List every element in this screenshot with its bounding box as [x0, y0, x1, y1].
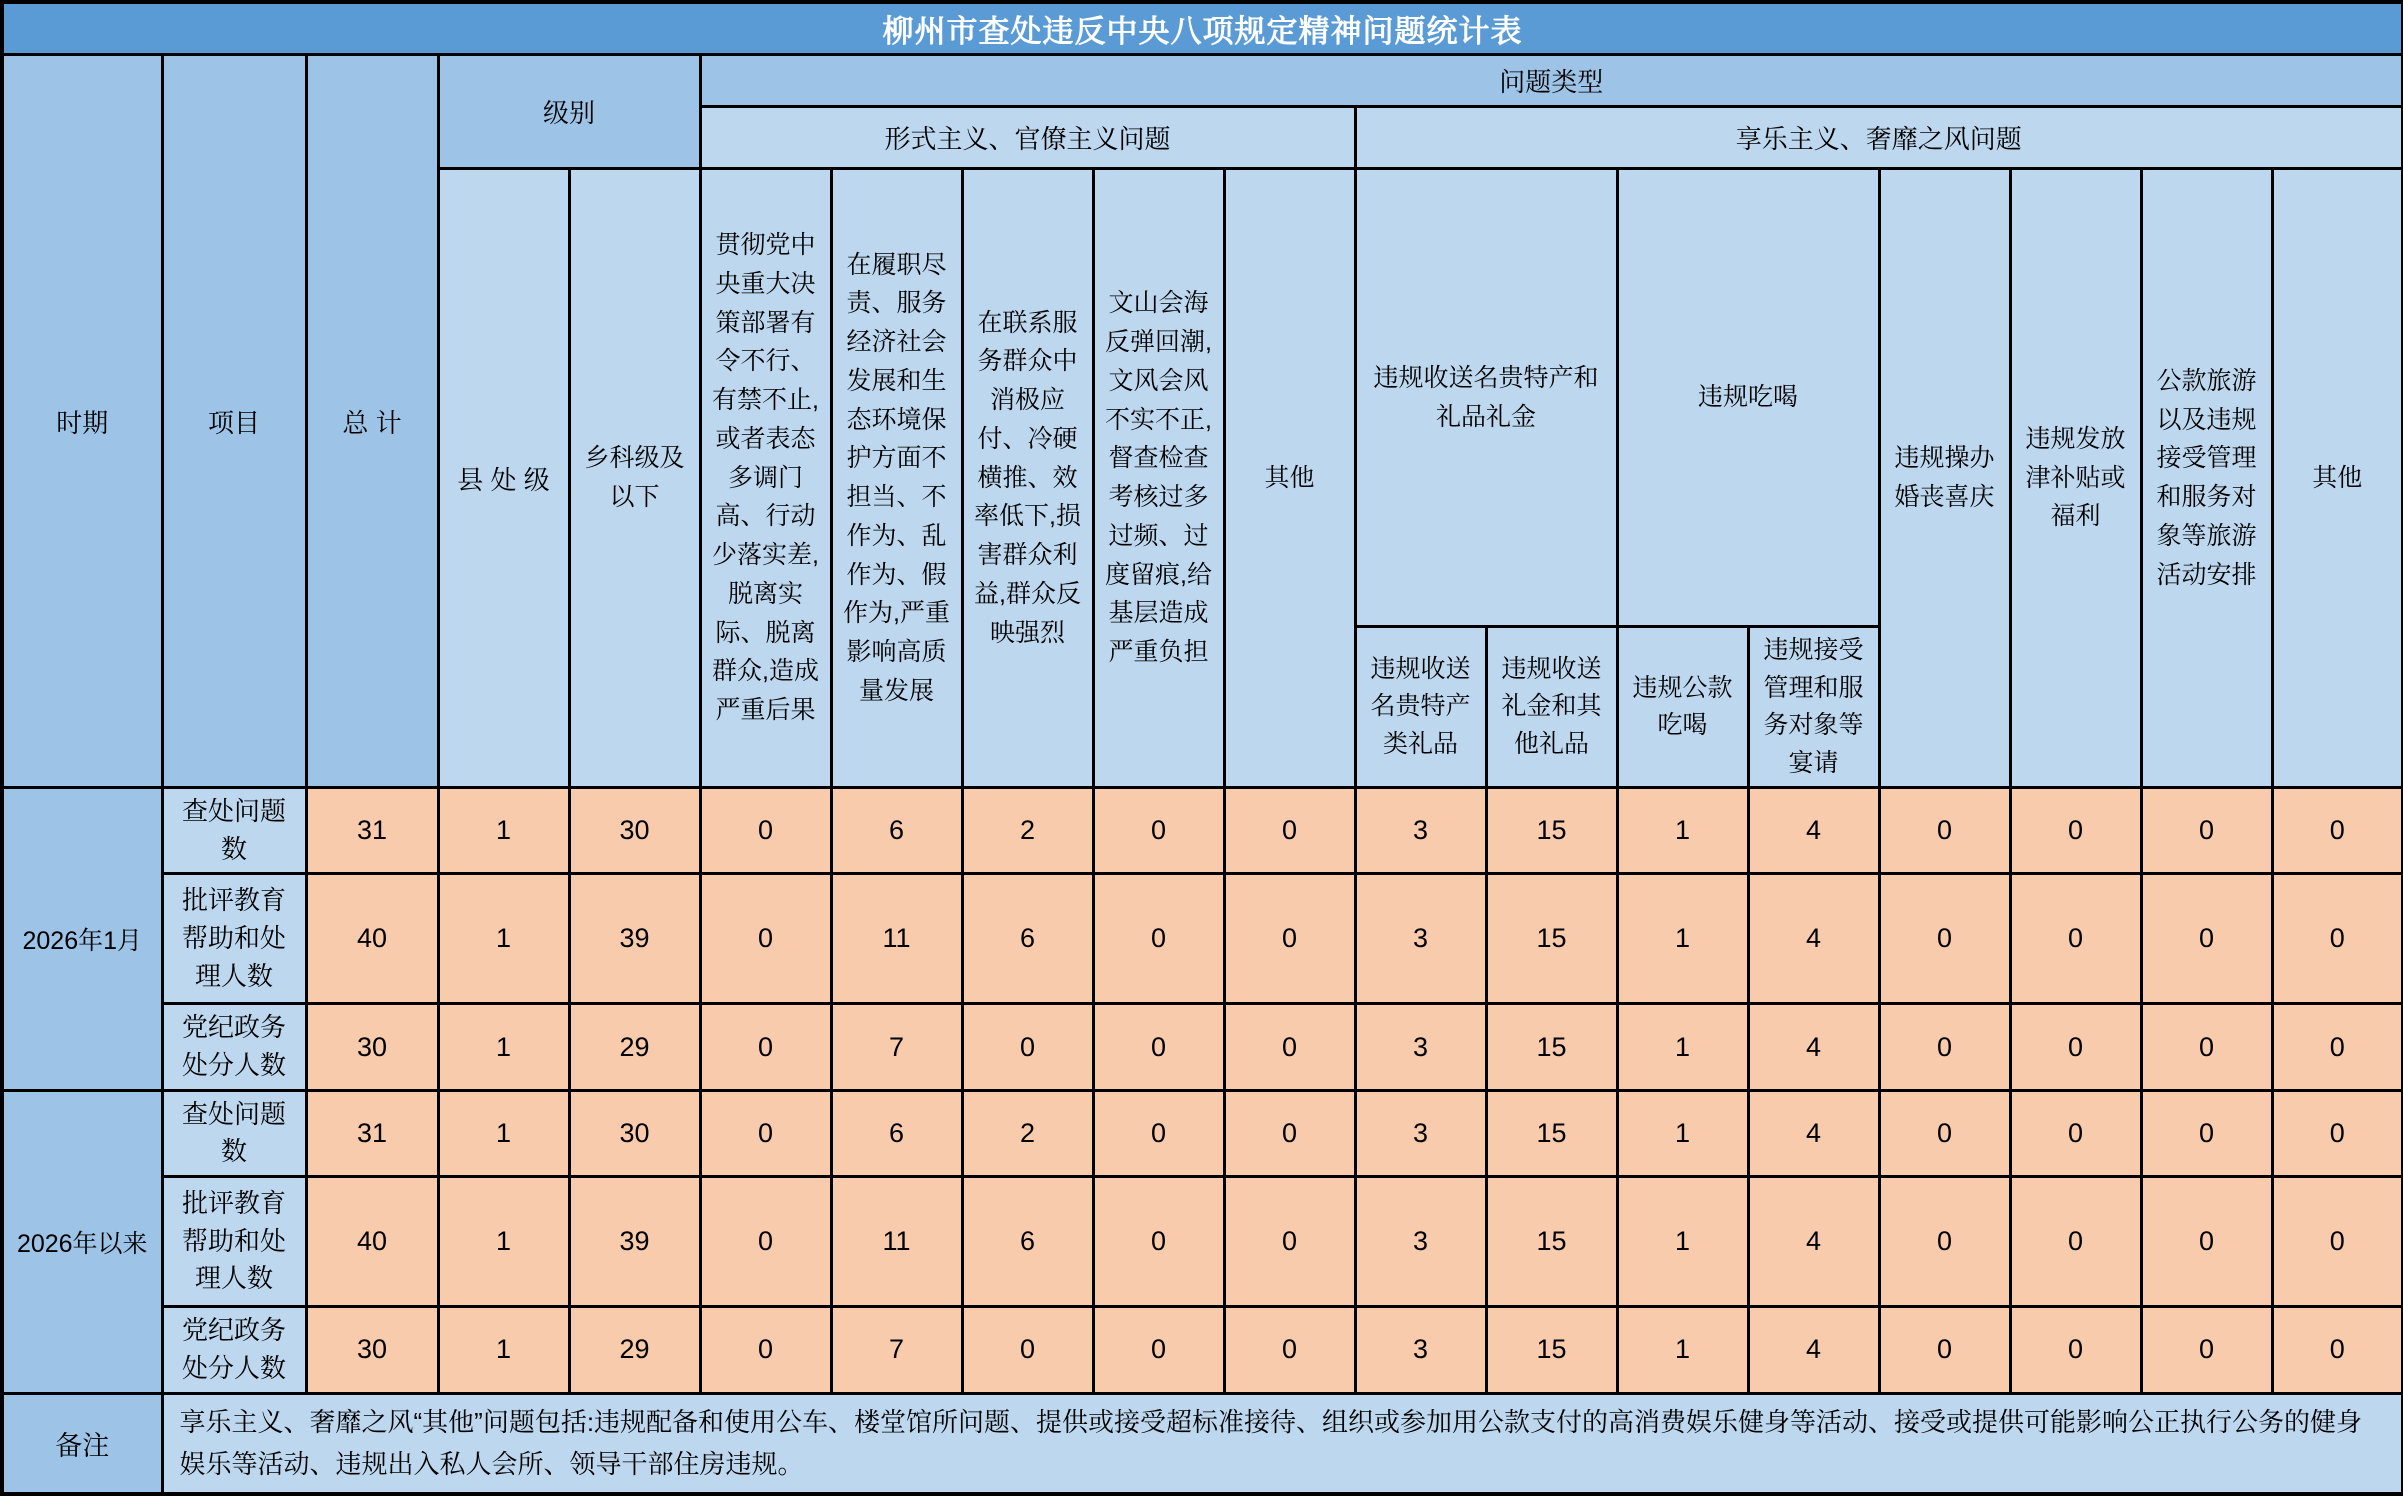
- value-cell: 6: [831, 788, 962, 874]
- value-cell: 0: [2010, 1177, 2141, 1307]
- value-cell: 1: [1617, 1090, 1748, 1176]
- value-cell: 4: [1748, 1090, 1879, 1176]
- value-cell: 0: [1093, 1004, 1224, 1090]
- header-level-group: 级别: [438, 55, 700, 169]
- value-cell: 15: [1486, 874, 1617, 1004]
- value-cell: 1: [438, 1004, 569, 1090]
- header-formalism-col-4: 文山会海反弹回潮,文风会风不实不正,督查检查考核过多过频、过度留痕,给基层造成严重负担: [1093, 169, 1224, 788]
- value-cell: 2: [962, 788, 1093, 874]
- header-township-level: 乡科级及以下: [569, 169, 700, 788]
- value-cell: 0: [962, 1004, 1093, 1090]
- value-cell: 0: [2010, 874, 2141, 1004]
- value-cell: 0: [700, 874, 831, 1004]
- note-text: 享乐主义、奢靡之风“其他”问题包括:违规配备和使用公车、楼堂馆所问题、提供或接受超标准接待、组织或参加用公款支付的高消费娱乐健身等活动、接受或提供可能影响公正执行公务的健身娱乐等活动、违规出入私人会所、领导干部住房违规。: [162, 1393, 2403, 1494]
- value-cell: 31: [306, 1090, 438, 1176]
- value-cell: 1: [438, 1090, 569, 1176]
- header-county-level: 县 处 级: [438, 169, 569, 788]
- value-cell: 11: [831, 1177, 962, 1307]
- value-cell: 0: [2010, 1307, 2141, 1393]
- value-cell: 7: [831, 1307, 962, 1393]
- value-cell: 30: [569, 1090, 700, 1176]
- value-cell: 4: [1748, 1177, 1879, 1307]
- value-cell: 0: [2272, 1090, 2403, 1176]
- header-public-funds-dining: 违规公款吃喝: [1617, 627, 1748, 788]
- value-cell: 0: [2010, 1004, 2141, 1090]
- header-public-funded-travel: 公款旅游以及违规接受管理和服务对象等旅游活动安排: [2141, 169, 2272, 788]
- value-cell: 0: [1879, 1177, 2010, 1307]
- period-cell: 2026年1月: [2, 788, 162, 1091]
- value-cell: 15: [1486, 1307, 1617, 1393]
- value-cell: 4: [1748, 1307, 1879, 1393]
- page-title: 柳州市查处违反中央八项规定精神问题统计表: [2, 2, 2403, 55]
- row-label: 党纪政务处分人数: [162, 1307, 306, 1393]
- value-cell: 11: [831, 874, 962, 1004]
- value-cell: 0: [1093, 788, 1224, 874]
- value-cell: 6: [831, 1090, 962, 1176]
- value-cell: 0: [1879, 1004, 2010, 1090]
- value-cell: 0: [1224, 874, 1355, 1004]
- value-cell: 0: [2272, 1307, 2403, 1393]
- header-dining-group: 违规吃喝: [1617, 169, 1879, 627]
- value-cell: 15: [1486, 788, 1617, 874]
- value-cell: 15: [1486, 1090, 1617, 1176]
- value-cell: 3: [1355, 1090, 1486, 1176]
- value-cell: 6: [962, 1177, 1093, 1307]
- header-formalism-col-3: 在联系服务群众中消极应付、冷硬横推、效率低下,损害群众利益,群众反映强烈: [962, 169, 1093, 788]
- value-cell: 3: [1355, 1177, 1486, 1307]
- value-cell: 0: [700, 1177, 831, 1307]
- value-cell: 7: [831, 1004, 962, 1090]
- value-cell: 0: [2141, 874, 2272, 1004]
- value-cell: 1: [1617, 788, 1748, 874]
- value-cell: 1: [1617, 874, 1748, 1004]
- row-label: 查处问题数: [162, 1090, 306, 1176]
- header-formalism-group: 形式主义、官僚主义问题: [700, 107, 1355, 169]
- value-cell: 39: [569, 874, 700, 1004]
- value-cell: 0: [700, 1090, 831, 1176]
- value-cell: 0: [2272, 1004, 2403, 1090]
- value-cell: 0: [2141, 1307, 2272, 1393]
- value-cell: 3: [1355, 788, 1486, 874]
- value-cell: 1: [1617, 1307, 1748, 1393]
- value-cell: 0: [700, 1307, 831, 1393]
- value-cell: 1: [438, 788, 569, 874]
- value-cell: 15: [1486, 1177, 1617, 1307]
- header-hedonism-group: 享乐主义、奢靡之风问题: [1355, 107, 2403, 169]
- value-cell: 0: [1224, 1307, 1355, 1393]
- value-cell: 40: [306, 874, 438, 1004]
- value-cell: 0: [1093, 1090, 1224, 1176]
- value-cell: 0: [1224, 788, 1355, 874]
- value-cell: 0: [1879, 1307, 2010, 1393]
- value-cell: 0: [2272, 874, 2403, 1004]
- value-cell: 31: [306, 788, 438, 874]
- value-cell: 30: [306, 1004, 438, 1090]
- value-cell: 0: [2141, 1177, 2272, 1307]
- value-cell: 0: [1224, 1090, 1355, 1176]
- value-cell: 1: [438, 1177, 569, 1307]
- value-cell: 0: [2141, 1090, 2272, 1176]
- value-cell: 29: [569, 1004, 700, 1090]
- value-cell: 29: [569, 1307, 700, 1393]
- header-period: 时期: [2, 55, 162, 788]
- value-cell: 1: [1617, 1004, 1748, 1090]
- value-cell: 3: [1355, 1004, 1486, 1090]
- header-formalism-col-1: 贯彻党中央重大决策部署有令不行、有禁不止,或者表态多调门高、行动少落实差,脱离实际、脱离群众,造成严重后果: [700, 169, 831, 788]
- value-cell: 0: [2010, 1090, 2141, 1176]
- header-item: 项目: [162, 55, 306, 788]
- value-cell: 0: [1224, 1004, 1355, 1090]
- header-banquet-invitations: 违规接受管理和服务对象等宴请: [1748, 627, 1879, 788]
- value-cell: 30: [306, 1307, 438, 1393]
- header-gifts-money: 违规收送礼金和其他礼品: [1486, 627, 1617, 788]
- value-cell: 4: [1748, 874, 1879, 1004]
- value-cell: 0: [1093, 1177, 1224, 1307]
- header-weddings-funerals: 违规操办婚丧喜庆: [1879, 169, 2010, 788]
- note-label: 备注: [2, 1393, 162, 1494]
- value-cell: 4: [1748, 788, 1879, 874]
- row-label: 批评教育帮助和处理人数: [162, 874, 306, 1004]
- header-total: 总 计: [306, 55, 438, 788]
- value-cell: 6: [962, 874, 1093, 1004]
- value-cell: 0: [700, 1004, 831, 1090]
- value-cell: 3: [1355, 1307, 1486, 1393]
- value-cell: 40: [306, 1177, 438, 1307]
- value-cell: 0: [700, 788, 831, 874]
- header-hedonism-other: 其他: [2272, 169, 2403, 788]
- value-cell: 30: [569, 788, 700, 874]
- header-allowances: 违规发放津补贴或福利: [2010, 169, 2141, 788]
- value-cell: 2: [962, 1090, 1093, 1176]
- header-problem-type-group: 问题类型: [700, 55, 2403, 107]
- value-cell: 3: [1355, 874, 1486, 1004]
- value-cell: 0: [1879, 1090, 2010, 1176]
- header-formalism-col-2: 在履职尽责、服务经济社会发展和生态环境保护方面不担当、不作为、乱作为、假作为,严重影响高质量发展: [831, 169, 962, 788]
- value-cell: 0: [2141, 1004, 2272, 1090]
- value-cell: 1: [438, 1307, 569, 1393]
- value-cell: 0: [2272, 1177, 2403, 1307]
- value-cell: 0: [1879, 874, 2010, 1004]
- row-label: 批评教育帮助和处理人数: [162, 1177, 306, 1307]
- value-cell: 15: [1486, 1004, 1617, 1090]
- header-gifts-group: 违规收送名贵特产和礼品礼金: [1355, 169, 1617, 627]
- value-cell: 0: [962, 1307, 1093, 1393]
- value-cell: 0: [2272, 788, 2403, 874]
- value-cell: 0: [1224, 1177, 1355, 1307]
- row-label: 查处问题数: [162, 788, 306, 874]
- value-cell: 1: [438, 874, 569, 1004]
- value-cell: 1: [1617, 1177, 1748, 1307]
- value-cell: 0: [2010, 788, 2141, 874]
- value-cell: 39: [569, 1177, 700, 1307]
- value-cell: 4: [1748, 1004, 1879, 1090]
- row-label: 党纪政务处分人数: [162, 1004, 306, 1090]
- header-gifts-specialty: 违规收送名贵特产类礼品: [1355, 627, 1486, 788]
- value-cell: 0: [2141, 788, 2272, 874]
- value-cell: 0: [1093, 1307, 1224, 1393]
- period-cell: 2026年以来: [2, 1090, 162, 1393]
- header-formalism-col-other: 其他: [1224, 169, 1355, 788]
- value-cell: 0: [1093, 874, 1224, 1004]
- value-cell: 0: [1879, 788, 2010, 874]
